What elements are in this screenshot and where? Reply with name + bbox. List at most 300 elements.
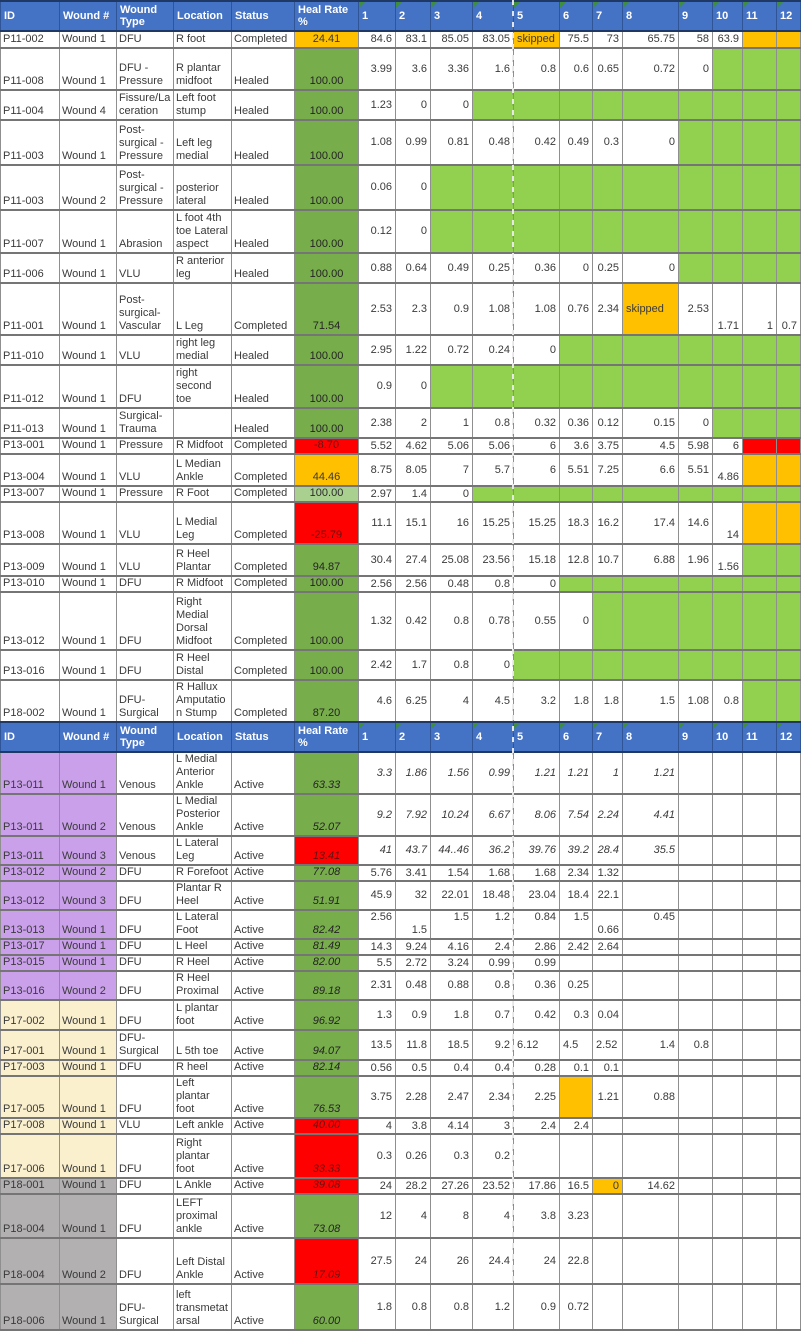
cell-week-8[interactable] bbox=[623, 1060, 679, 1076]
cell-status[interactable]: Active bbox=[232, 1238, 295, 1284]
cell-week-6[interactable] bbox=[560, 1134, 593, 1178]
cell-location[interactable]: L Medial Anterior Ankle bbox=[174, 752, 232, 794]
cell-wound-type[interactable]: DFU-Surgical bbox=[117, 1030, 174, 1060]
cell-heal-rate[interactable]: 100.00 bbox=[295, 48, 359, 90]
cell-week-12[interactable] bbox=[777, 544, 801, 576]
cell-week-6[interactable]: 5.51 bbox=[560, 454, 593, 486]
cell-week-10[interactable]: 4.86 bbox=[713, 454, 743, 486]
cell-week-11[interactable] bbox=[743, 438, 777, 454]
cell-week-8[interactable] bbox=[623, 365, 679, 408]
cell-week-4[interactable]: 0.99 bbox=[473, 955, 514, 971]
cell-week-4[interactable]: 3 bbox=[473, 1118, 514, 1134]
cell-week-8[interactable] bbox=[623, 1238, 679, 1284]
cell-week-9[interactable] bbox=[679, 90, 713, 120]
cell-status[interactable]: Active bbox=[232, 836, 295, 865]
cell-week-10[interactable] bbox=[713, 210, 743, 253]
cell-week-2[interactable]: 43.7 bbox=[396, 836, 431, 865]
cell-week-2[interactable]: 1.86 bbox=[396, 752, 431, 794]
cell-week-4[interactable]: 0.24 bbox=[473, 335, 514, 365]
cell-week-12[interactable] bbox=[777, 1030, 801, 1060]
cell-wound-number[interactable]: Wound 2 bbox=[60, 794, 117, 836]
cell-week-3[interactable]: 0.81 bbox=[431, 120, 473, 165]
cell-wound-type[interactable]: DFU-Surgical bbox=[117, 1284, 174, 1330]
cell-week-1[interactable]: 1.8 bbox=[359, 1284, 396, 1330]
cell-week-9[interactable] bbox=[679, 650, 713, 680]
cell-week-5[interactable]: 0.42 bbox=[514, 120, 560, 165]
cell-location[interactable]: L Lateral Leg bbox=[174, 836, 232, 865]
cell-status[interactable]: Completed bbox=[232, 592, 295, 650]
column-header[interactable]: Wound Type bbox=[117, 722, 174, 752]
cell-week-7[interactable]: 16.2 bbox=[593, 502, 623, 544]
cell-week-1[interactable]: 2.56 bbox=[359, 910, 396, 939]
cell-week-1[interactable]: 2.97 bbox=[359, 486, 396, 502]
cell-week-1[interactable]: 2.38 bbox=[359, 408, 396, 438]
cell-status[interactable]: Active bbox=[232, 971, 295, 1000]
cell-week-7[interactable]: 0.25 bbox=[593, 253, 623, 283]
cell-week-11[interactable] bbox=[743, 592, 777, 650]
cell-week-1[interactable]: 2.53 bbox=[359, 283, 396, 335]
cell-status[interactable]: Completed bbox=[232, 31, 295, 48]
cell-week-12[interactable] bbox=[777, 454, 801, 486]
cell-week-7[interactable] bbox=[593, 335, 623, 365]
cell-wound-number[interactable]: Wound 3 bbox=[60, 836, 117, 865]
cell-week-4[interactable]: 9.2 bbox=[473, 1030, 514, 1060]
cell-wound-type[interactable]: DFU bbox=[117, 650, 174, 680]
cell-week-4[interactable]: 4 bbox=[473, 1194, 514, 1238]
cell-week-2[interactable]: 0.26 bbox=[396, 1134, 431, 1178]
cell-week-11[interactable] bbox=[743, 1118, 777, 1134]
cell-week-7[interactable]: 0.04 bbox=[593, 1000, 623, 1030]
cell-week-12[interactable] bbox=[777, 1194, 801, 1238]
cell-week-1[interactable]: 3.75 bbox=[359, 1076, 396, 1118]
cell-week-4[interactable]: 5.06 bbox=[473, 438, 514, 454]
cell-week-3[interactable] bbox=[431, 365, 473, 408]
cell-week-2[interactable]: 1.4 bbox=[396, 486, 431, 502]
column-header[interactable]: 4 bbox=[473, 1, 514, 31]
cell-wound-number[interactable]: Wound 1 bbox=[60, 910, 117, 939]
cell-week-1[interactable]: 0.56 bbox=[359, 1060, 396, 1076]
cell-week-6[interactable]: 0.36 bbox=[560, 408, 593, 438]
cell-wound-number[interactable]: Wound 1 bbox=[60, 210, 117, 253]
cell-week-3[interactable]: 10.24 bbox=[431, 794, 473, 836]
cell-wound-type[interactable]: DFU - Pressure bbox=[117, 48, 174, 90]
cell-week-4[interactable]: 0.4 bbox=[473, 1060, 514, 1076]
cell-week-10[interactable] bbox=[713, 1118, 743, 1134]
cell-week-5[interactable]: 3.2 bbox=[514, 680, 560, 722]
cell-week-9[interactable] bbox=[679, 120, 713, 165]
cell-week-3[interactable]: 27.26 bbox=[431, 1178, 473, 1194]
cell-week-9[interactable] bbox=[679, 1118, 713, 1134]
cell-location[interactable]: right second toe bbox=[174, 365, 232, 408]
cell-week-3[interactable]: 8 bbox=[431, 1194, 473, 1238]
cell-week-1[interactable]: 2.42 bbox=[359, 650, 396, 680]
cell-week-6[interactable] bbox=[560, 165, 593, 210]
cell-wound-number[interactable]: Wound 1 bbox=[60, 955, 117, 971]
cell-week-11[interactable] bbox=[743, 836, 777, 865]
cell-week-11[interactable] bbox=[743, 1134, 777, 1178]
cell-week-3[interactable]: 1.56 bbox=[431, 752, 473, 794]
cell-status[interactable]: Completed bbox=[232, 544, 295, 576]
cell-week-10[interactable] bbox=[713, 253, 743, 283]
cell-id[interactable]: P13-004 bbox=[1, 454, 60, 486]
cell-week-8[interactable]: skipped bbox=[623, 283, 679, 335]
cell-week-12[interactable] bbox=[777, 881, 801, 910]
column-header[interactable]: Wound Type bbox=[117, 1, 174, 31]
column-header[interactable]: 11 bbox=[743, 1, 777, 31]
cell-week-5[interactable] bbox=[514, 650, 560, 680]
cell-week-5[interactable]: 15.25 bbox=[514, 502, 560, 544]
cell-week-11[interactable] bbox=[743, 680, 777, 722]
cell-week-11[interactable] bbox=[743, 1060, 777, 1076]
cell-week-2[interactable]: 0.5 bbox=[396, 1060, 431, 1076]
cell-week-7[interactable]: 73 bbox=[593, 31, 623, 48]
cell-location[interactable]: Left leg medial bbox=[174, 120, 232, 165]
cell-week-11[interactable] bbox=[743, 794, 777, 836]
cell-week-2[interactable]: 7.92 bbox=[396, 794, 431, 836]
cell-week-8[interactable] bbox=[623, 592, 679, 650]
cell-week-7[interactable]: 0.3 bbox=[593, 120, 623, 165]
cell-week-9[interactable] bbox=[679, 752, 713, 794]
cell-week-6[interactable]: 1.5 bbox=[560, 910, 593, 939]
cell-week-4[interactable]: 0 bbox=[473, 650, 514, 680]
cell-week-8[interactable] bbox=[623, 90, 679, 120]
cell-week-12[interactable] bbox=[777, 502, 801, 544]
cell-heal-rate[interactable]: 82.42 bbox=[295, 910, 359, 939]
cell-week-3[interactable]: 1.5 bbox=[431, 910, 473, 939]
cell-week-4[interactable] bbox=[473, 90, 514, 120]
cell-week-11[interactable] bbox=[743, 454, 777, 486]
cell-week-2[interactable]: 0 bbox=[396, 165, 431, 210]
cell-wound-type[interactable]: DFU bbox=[117, 971, 174, 1000]
cell-week-1[interactable]: 3.99 bbox=[359, 48, 396, 90]
cell-location[interactable]: R Heel Plantar bbox=[174, 544, 232, 576]
cell-week-12[interactable] bbox=[777, 1134, 801, 1178]
cell-week-5[interactable]: 15.18 bbox=[514, 544, 560, 576]
cell-week-2[interactable]: 0.48 bbox=[396, 971, 431, 1000]
cell-week-4[interactable] bbox=[473, 486, 514, 502]
cell-week-11[interactable] bbox=[743, 971, 777, 1000]
cell-wound-type[interactable]: DFU bbox=[117, 1194, 174, 1238]
cell-week-5[interactable]: 1.21 bbox=[514, 752, 560, 794]
cell-week-10[interactable] bbox=[713, 881, 743, 910]
cell-week-8[interactable] bbox=[623, 1134, 679, 1178]
cell-week-8[interactable]: 1.21 bbox=[623, 752, 679, 794]
cell-wound-type[interactable]: DFU-Surgical bbox=[117, 680, 174, 722]
cell-location[interactable]: L Medial Posterior Ankle bbox=[174, 794, 232, 836]
cell-wound-type[interactable]: Surgical-Trauma bbox=[117, 408, 174, 438]
cell-week-7[interactable]: 7.25 bbox=[593, 454, 623, 486]
cell-week-11[interactable] bbox=[743, 939, 777, 955]
cell-wound-type[interactable]: DFU bbox=[117, 576, 174, 592]
cell-id[interactable]: P11-001 bbox=[1, 283, 60, 335]
cell-week-1[interactable]: 4 bbox=[359, 1118, 396, 1134]
cell-week-2[interactable]: 0.8 bbox=[396, 1284, 431, 1330]
cell-week-2[interactable]: 27.4 bbox=[396, 544, 431, 576]
cell-week-8[interactable] bbox=[623, 1118, 679, 1134]
cell-week-12[interactable] bbox=[777, 794, 801, 836]
cell-week-4[interactable]: 24.4 bbox=[473, 1238, 514, 1284]
cell-id[interactable]: P13-001 bbox=[1, 438, 60, 454]
cell-heal-rate[interactable]: 100.00 bbox=[295, 486, 359, 502]
cell-week-10[interactable]: 1.56 bbox=[713, 544, 743, 576]
cell-heal-rate[interactable]: 76.53 bbox=[295, 1076, 359, 1118]
cell-week-11[interactable] bbox=[743, 120, 777, 165]
cell-week-10[interactable] bbox=[713, 90, 743, 120]
cell-week-3[interactable]: 2.47 bbox=[431, 1076, 473, 1118]
cell-location[interactable]: Plantar R Heel bbox=[174, 881, 232, 910]
cell-week-4[interactable] bbox=[473, 365, 514, 408]
cell-location[interactable]: left transmetat arsal bbox=[174, 1284, 232, 1330]
cell-wound-type[interactable]: DFU bbox=[117, 1178, 174, 1194]
cell-week-6[interactable]: 22.8 bbox=[560, 1238, 593, 1284]
cell-week-9[interactable]: 0 bbox=[679, 408, 713, 438]
cell-week-6[interactable]: 0.25 bbox=[560, 971, 593, 1000]
cell-week-4[interactable]: 15.25 bbox=[473, 502, 514, 544]
cell-location[interactable]: L Ankle bbox=[174, 1178, 232, 1194]
column-header[interactable]: 12 bbox=[777, 722, 801, 752]
cell-week-4[interactable]: 2.34 bbox=[473, 1076, 514, 1118]
cell-heal-rate[interactable]: 82.00 bbox=[295, 955, 359, 971]
cell-week-11[interactable] bbox=[743, 1194, 777, 1238]
cell-status[interactable]: Completed bbox=[232, 576, 295, 592]
cell-heal-rate[interactable]: 63.33 bbox=[295, 752, 359, 794]
cell-week-3[interactable]: 0.8 bbox=[431, 650, 473, 680]
cell-status[interactable]: Healed bbox=[232, 210, 295, 253]
cell-week-1[interactable]: 0.12 bbox=[359, 210, 396, 253]
cell-week-11[interactable] bbox=[743, 865, 777, 881]
cell-week-5[interactable] bbox=[514, 210, 560, 253]
column-header[interactable]: 9 bbox=[679, 1, 713, 31]
cell-week-8[interactable] bbox=[623, 335, 679, 365]
cell-week-9[interactable]: 5.98 bbox=[679, 438, 713, 454]
cell-week-9[interactable] bbox=[679, 910, 713, 939]
cell-week-1[interactable]: 84.6 bbox=[359, 31, 396, 48]
cell-week-10[interactable] bbox=[713, 486, 743, 502]
cell-week-11[interactable] bbox=[743, 486, 777, 502]
cell-week-8[interactable] bbox=[623, 576, 679, 592]
cell-week-6[interactable]: 0 bbox=[560, 253, 593, 283]
cell-id[interactable]: P13-017 bbox=[1, 939, 60, 955]
cell-week-1[interactable]: 8.75 bbox=[359, 454, 396, 486]
cell-week-10[interactable]: 0.8 bbox=[713, 680, 743, 722]
column-header[interactable]: 3 bbox=[431, 722, 473, 752]
cell-week-8[interactable]: 6.6 bbox=[623, 454, 679, 486]
cell-wound-type[interactable]: DFU bbox=[117, 592, 174, 650]
cell-heal-rate[interactable]: 77.08 bbox=[295, 865, 359, 881]
cell-week-1[interactable]: 0.3 bbox=[359, 1134, 396, 1178]
cell-week-7[interactable]: 1.8 bbox=[593, 680, 623, 722]
cell-id[interactable]: P13-013 bbox=[1, 910, 60, 939]
cell-status[interactable]: Completed bbox=[232, 283, 295, 335]
cell-week-8[interactable]: 35.5 bbox=[623, 836, 679, 865]
cell-week-2[interactable]: 2.28 bbox=[396, 1076, 431, 1118]
cell-week-6[interactable] bbox=[560, 365, 593, 408]
cell-week-5[interactable]: 0 bbox=[514, 335, 560, 365]
cell-week-3[interactable]: 26 bbox=[431, 1238, 473, 1284]
column-header[interactable]: 1 bbox=[359, 722, 396, 752]
cell-week-7[interactable] bbox=[593, 1238, 623, 1284]
cell-week-9[interactable]: 0 bbox=[679, 48, 713, 90]
cell-heal-rate[interactable]: 100.00 bbox=[295, 165, 359, 210]
cell-week-10[interactable] bbox=[713, 1060, 743, 1076]
cell-week-8[interactable] bbox=[623, 971, 679, 1000]
cell-week-8[interactable] bbox=[623, 1284, 679, 1330]
cell-week-7[interactable]: 0.66 bbox=[593, 910, 623, 939]
cell-week-9[interactable] bbox=[679, 1060, 713, 1076]
cell-location[interactable]: Left ankle bbox=[174, 1118, 232, 1134]
cell-heal-rate[interactable]: 60.00 bbox=[295, 1284, 359, 1330]
cell-wound-number[interactable]: Wound 1 bbox=[60, 1030, 117, 1060]
cell-wound-type[interactable]: VLU bbox=[117, 1118, 174, 1134]
cell-week-5[interactable]: 0.55 bbox=[514, 592, 560, 650]
cell-week-1[interactable]: 13.5 bbox=[359, 1030, 396, 1060]
cell-week-10[interactable]: 14 bbox=[713, 502, 743, 544]
cell-week-11[interactable] bbox=[743, 165, 777, 210]
cell-week-10[interactable] bbox=[713, 1238, 743, 1284]
cell-week-3[interactable]: 3.24 bbox=[431, 955, 473, 971]
cell-id[interactable]: P11-012 bbox=[1, 365, 60, 408]
cell-week-4[interactable]: 0.8 bbox=[473, 971, 514, 1000]
cell-week-11[interactable] bbox=[743, 752, 777, 794]
cell-id[interactable]: P17-003 bbox=[1, 1060, 60, 1076]
cell-week-4[interactable]: 83.05 bbox=[473, 31, 514, 48]
cell-heal-rate[interactable]: 51.91 bbox=[295, 881, 359, 910]
cell-week-3[interactable]: 0.49 bbox=[431, 253, 473, 283]
cell-id[interactable]: P11-004 bbox=[1, 90, 60, 120]
cell-status[interactable]: Healed bbox=[232, 90, 295, 120]
cell-heal-rate[interactable]: 100.00 bbox=[295, 210, 359, 253]
cell-id[interactable]: P13-016 bbox=[1, 650, 60, 680]
cell-week-6[interactable] bbox=[560, 210, 593, 253]
cell-week-11[interactable] bbox=[743, 1178, 777, 1194]
cell-week-1[interactable]: 5.76 bbox=[359, 865, 396, 881]
cell-wound-number[interactable]: Wound 1 bbox=[60, 1284, 117, 1330]
cell-heal-rate[interactable]: 13.41 bbox=[295, 836, 359, 865]
cell-week-4[interactable]: 0.48 bbox=[473, 120, 514, 165]
column-header[interactable]: ID bbox=[1, 1, 60, 31]
cell-id[interactable]: P11-003 bbox=[1, 120, 60, 165]
cell-wound-number[interactable]: Wound 2 bbox=[60, 971, 117, 1000]
cell-week-5[interactable]: 0.9 bbox=[514, 1284, 560, 1330]
cell-week-12[interactable] bbox=[777, 1284, 801, 1330]
cell-status[interactable]: Active bbox=[232, 794, 295, 836]
cell-week-12[interactable] bbox=[777, 165, 801, 210]
cell-week-11[interactable] bbox=[743, 1000, 777, 1030]
cell-status[interactable]: Active bbox=[232, 1000, 295, 1030]
cell-week-10[interactable] bbox=[713, 865, 743, 881]
cell-id[interactable]: P13-008 bbox=[1, 502, 60, 544]
cell-week-5[interactable] bbox=[514, 90, 560, 120]
cell-heal-rate[interactable]: 100.00 bbox=[295, 335, 359, 365]
cell-week-4[interactable]: 2.4 bbox=[473, 939, 514, 955]
cell-week-12[interactable] bbox=[777, 955, 801, 971]
cell-week-10[interactable] bbox=[713, 1000, 743, 1030]
cell-week-6[interactable]: 0.3 bbox=[560, 1000, 593, 1030]
cell-location[interactable]: Left foot stump bbox=[174, 90, 232, 120]
cell-week-5[interactable]: 0.99 bbox=[514, 955, 560, 971]
cell-wound-number[interactable]: Wound 1 bbox=[60, 502, 117, 544]
cell-week-5[interactable]: 2.86 bbox=[514, 939, 560, 955]
cell-week-2[interactable]: 3.6 bbox=[396, 48, 431, 90]
cell-heal-rate[interactable]: 82.14 bbox=[295, 1060, 359, 1076]
cell-week-1[interactable]: 30.4 bbox=[359, 544, 396, 576]
cell-week-7[interactable]: 2.52 bbox=[593, 1030, 623, 1060]
cell-week-10[interactable] bbox=[713, 48, 743, 90]
cell-week-8[interactable]: 0.45 bbox=[623, 910, 679, 939]
cell-week-2[interactable]: 28.2 bbox=[396, 1178, 431, 1194]
cell-heal-rate[interactable]: 100.00 bbox=[295, 90, 359, 120]
column-header[interactable]: Heal Rate % bbox=[295, 722, 359, 752]
cell-week-3[interactable]: 0.72 bbox=[431, 335, 473, 365]
cell-id[interactable]: P17-002 bbox=[1, 1000, 60, 1030]
cell-week-6[interactable]: 3.23 bbox=[560, 1194, 593, 1238]
cell-week-2[interactable]: 32 bbox=[396, 881, 431, 910]
cell-wound-type[interactable]: DFU bbox=[117, 939, 174, 955]
cell-week-6[interactable] bbox=[560, 486, 593, 502]
cell-week-2[interactable]: 1.22 bbox=[396, 335, 431, 365]
cell-week-9[interactable]: 0.8 bbox=[679, 1030, 713, 1060]
cell-week-10[interactable] bbox=[713, 1178, 743, 1194]
cell-week-5[interactable]: 6 bbox=[514, 438, 560, 454]
cell-week-7[interactable]: 28.4 bbox=[593, 836, 623, 865]
cell-id[interactable]: P18-004 bbox=[1, 1194, 60, 1238]
cell-heal-rate[interactable]: 100.00 bbox=[295, 592, 359, 650]
cell-wound-number[interactable]: Wound 1 bbox=[60, 120, 117, 165]
cell-week-7[interactable]: 22.1 bbox=[593, 881, 623, 910]
cell-week-6[interactable]: 16.5 bbox=[560, 1178, 593, 1194]
cell-week-4[interactable]: 1.2 bbox=[473, 1284, 514, 1330]
cell-week-11[interactable] bbox=[743, 910, 777, 939]
cell-week-11[interactable] bbox=[743, 253, 777, 283]
cell-heal-rate[interactable]: 100.00 bbox=[295, 253, 359, 283]
cell-week-6[interactable] bbox=[560, 955, 593, 971]
cell-status[interactable]: Active bbox=[232, 1194, 295, 1238]
column-header[interactable]: Wound # bbox=[60, 1, 117, 31]
cell-week-5[interactable]: 17.86 bbox=[514, 1178, 560, 1194]
cell-wound-number[interactable]: Wound 1 bbox=[60, 335, 117, 365]
cell-week-5[interactable]: 0.84 bbox=[514, 910, 560, 939]
cell-location[interactable]: R Heel Proximal bbox=[174, 971, 232, 1000]
cell-week-8[interactable]: 0 bbox=[623, 120, 679, 165]
cell-wound-type[interactable]: Pressure bbox=[117, 486, 174, 502]
cell-week-12[interactable] bbox=[777, 836, 801, 865]
cell-wound-type[interactable]: Fissure/Laceration bbox=[117, 90, 174, 120]
cell-week-5[interactable] bbox=[514, 365, 560, 408]
cell-id[interactable]: P11-002 bbox=[1, 31, 60, 48]
cell-wound-type[interactable]: DFU bbox=[117, 865, 174, 881]
cell-wound-type[interactable]: DFU bbox=[117, 1060, 174, 1076]
cell-week-7[interactable] bbox=[593, 576, 623, 592]
cell-week-4[interactable]: 6.67 bbox=[473, 794, 514, 836]
cell-week-5[interactable]: 39.76 bbox=[514, 836, 560, 865]
cell-week-11[interactable] bbox=[743, 210, 777, 253]
cell-week-7[interactable]: 1 bbox=[593, 752, 623, 794]
column-header[interactable]: 6 bbox=[560, 1, 593, 31]
cell-week-12[interactable] bbox=[777, 576, 801, 592]
column-header[interactable]: 6 bbox=[560, 722, 593, 752]
cell-week-2[interactable]: 24 bbox=[396, 1238, 431, 1284]
cell-id[interactable]: P13-012 bbox=[1, 592, 60, 650]
cell-week-2[interactable]: 2.72 bbox=[396, 955, 431, 971]
cell-week-7[interactable] bbox=[593, 955, 623, 971]
cell-week-10[interactable] bbox=[713, 592, 743, 650]
cell-week-11[interactable] bbox=[743, 335, 777, 365]
cell-week-6[interactable] bbox=[560, 1076, 593, 1118]
cell-location[interactable]: R anterior leg bbox=[174, 253, 232, 283]
cell-week-4[interactable]: 0.2 bbox=[473, 1134, 514, 1178]
cell-week-10[interactable] bbox=[713, 1284, 743, 1330]
cell-location[interactable]: L Lateral Foot bbox=[174, 910, 232, 939]
